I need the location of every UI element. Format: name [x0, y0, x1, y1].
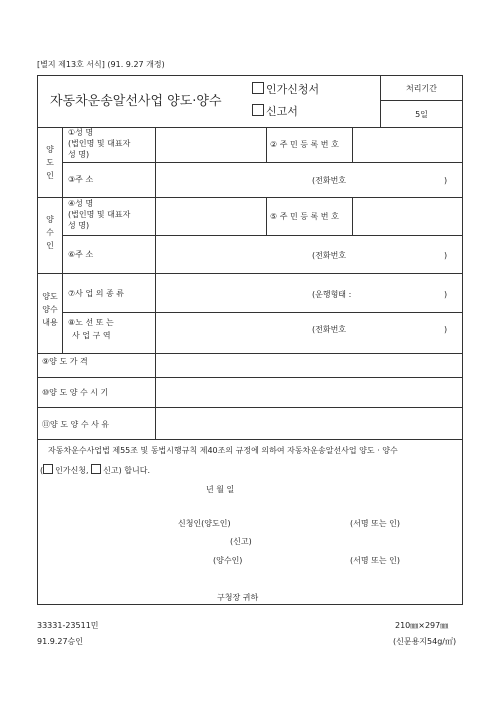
reason-label: ⑪양 도 양 수 사 유 — [42, 420, 110, 429]
route-area-label-2: 사 업 구 역 — [72, 331, 111, 340]
business-phone-label: (전화번호 — [312, 325, 347, 334]
transferee-sign-label: (양수인) — [213, 556, 243, 565]
route-area-field[interactable] — [156, 313, 306, 352]
price-label: ⑨양 도 가 격 — [42, 357, 88, 366]
statement-report-checkbox[interactable] — [91, 464, 101, 474]
paper-type: (신문용지54g/㎡) — [393, 637, 457, 646]
processing-period-value: 5일 — [415, 110, 428, 119]
applicant-signature[interactable]: (서명 또는 인) — [350, 519, 400, 528]
transferee-address-label: ⑥주 소 — [68, 250, 94, 259]
approval-checkbox[interactable] — [252, 82, 264, 94]
transferee-address-field[interactable] — [156, 236, 306, 272]
option-report[interactable] — [252, 104, 298, 119]
transferee-name-field[interactable] — [156, 198, 265, 234]
form-code: 33331-23511민 — [37, 621, 99, 630]
transferor-phone-close: ) — [444, 176, 448, 185]
option-approval-label: 인가신청서 — [266, 83, 320, 96]
date-line: 년 월 일 — [206, 485, 235, 494]
route-area-label-1: ⑧노 선 또 는 — [68, 318, 114, 327]
report-checkbox[interactable] — [252, 104, 264, 116]
transferor-regno-label: ② 주 민 등 록 번 호 — [270, 140, 339, 149]
option-approval[interactable] — [252, 82, 319, 97]
applicant-label: 신청인(양도인) — [178, 519, 231, 528]
approval-date: 91.9.27승인 — [37, 637, 83, 646]
business-phone-close: ) — [444, 325, 448, 334]
schedule-field[interactable] — [156, 378, 462, 406]
operation-type-close: ) — [444, 290, 448, 299]
report-label: (신고) — [230, 537, 252, 546]
processing-period-label: 처리기간 — [406, 84, 437, 93]
transferor-name-field[interactable] — [156, 128, 265, 161]
reason-field[interactable] — [156, 408, 462, 438]
transferee-phone-close: ) — [444, 251, 448, 260]
paper-size: 210㎜×297㎜ — [395, 621, 449, 630]
recipient-line: 구청장 귀하 — [217, 593, 259, 602]
transferor-name-sub1: (법인명 및 대표자 — [68, 139, 131, 148]
transferee-name-sub2: 성 명) — [68, 221, 90, 230]
business-section-label: 양도 양수 내용 — [42, 292, 58, 327]
business-type-label: ⑦사 업 의 종 류 — [68, 289, 124, 298]
transferee-name-label: ④성 명 — [68, 199, 94, 208]
business-type-field[interactable] — [156, 274, 306, 311]
transferor-address-field[interactable] — [156, 163, 306, 196]
option-report-label: 신고서 — [266, 105, 298, 118]
transferor-name-sub2: 성 명) — [68, 150, 90, 159]
transferee-name-sub1: (법인명 및 대표자 — [68, 210, 131, 219]
transferee-regno-field[interactable] — [353, 198, 462, 234]
statement-approval-checkbox[interactable] — [43, 464, 53, 474]
transferor-regno-field[interactable] — [353, 128, 462, 161]
transferor-section-label: 양 도 인 — [46, 145, 54, 180]
form-title: 자동차운송알선사업 양도·양수 — [50, 94, 222, 109]
price-field[interactable] — [156, 354, 462, 376]
statement-line-1: 자동차운수사업법 제55조 및 동법시행규칙 제40조의 규정에 의하여 자동차운송알선사업 양도 · 양수 — [48, 446, 398, 455]
schedule-label: ⑩양 도 양 수 시 기 — [42, 388, 109, 397]
operation-type-label: (운행형태 : — [312, 290, 352, 299]
transferor-phone-label: (전화번호 — [312, 176, 347, 185]
transferor-address-label: ③주 소 — [68, 175, 94, 184]
transferor-name-label: ①성 명 — [68, 128, 94, 137]
transferee-signature[interactable]: (서명 또는 인) — [350, 556, 400, 565]
transferee-section-label: 양 수 인 — [46, 215, 54, 250]
form-number: [별지 제13호 서식] (91. 9.27 개정) — [37, 60, 165, 69]
statement-line-2: ( 인가신청, 신고) 합니다. — [40, 466, 151, 475]
transferee-regno-label: ⑤ 주 민 등 록 번 호 — [270, 212, 339, 221]
transferee-phone-label: (전화번호 — [312, 251, 347, 260]
